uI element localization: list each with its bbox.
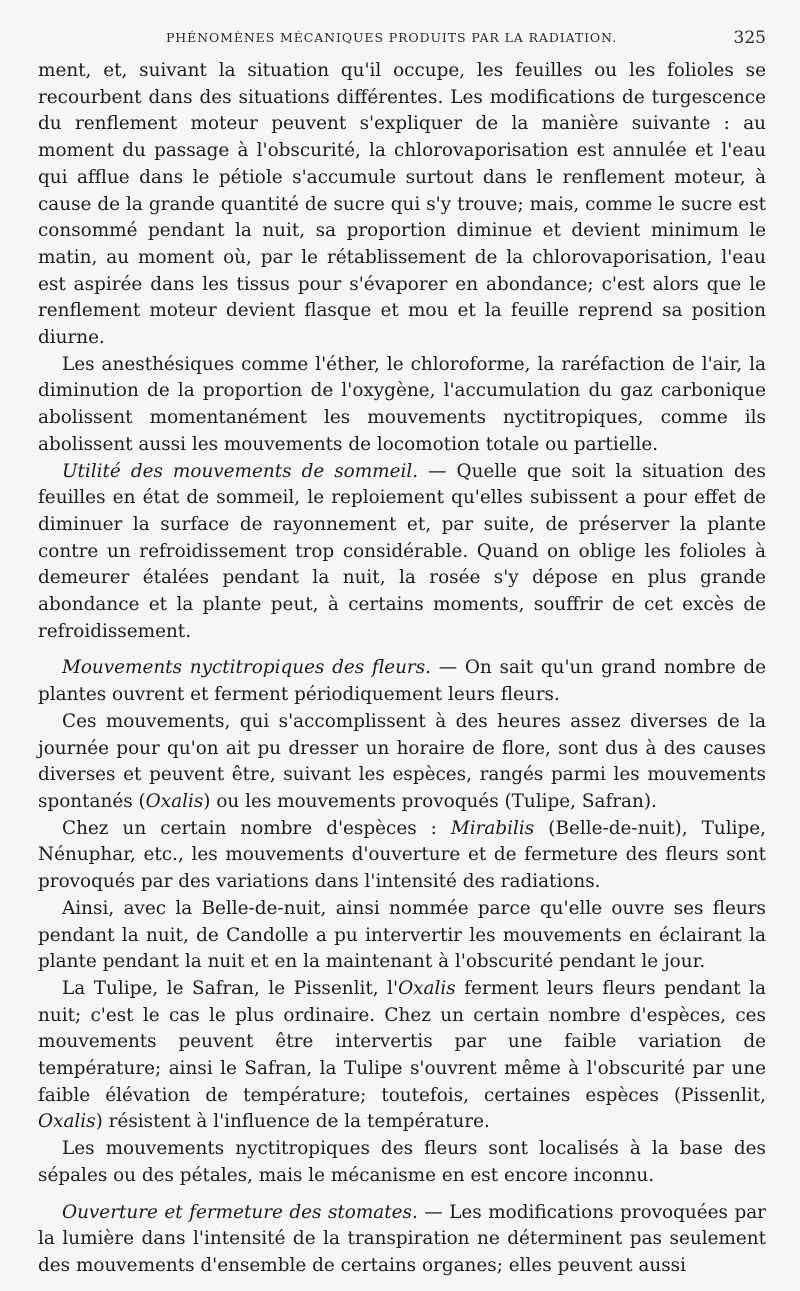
paragraph-text: ) résistent à l'influence de la température. xyxy=(95,1111,490,1133)
paragraph-temperature xyxy=(38,976,766,1136)
paragraph-flower-movements xyxy=(38,655,766,708)
paragraph-text: ) ou les mouvements provoqués (Tulipe, Safran). xyxy=(203,790,657,812)
section-heading: Mouvements nyctitropiques des fleurs. xyxy=(62,657,431,679)
paragraph-text: — Quelle que soit la situation des feuilles en état de sommeil, le reploiement qu'elles subissent a pour effet de diminuer la surface de rayonnement et, par suite, de préserver la plante contre un refroidissement trop considérable. Quand on oblige les folioles à demeurer étalées pendant la nuit, la rosée s'y dépose en plus grande abondance et la plante peut, à certains moments, souffrir de cet excès de refroidissement. xyxy=(38,460,766,642)
section-heading: Utilité des mouvements de sommeil. xyxy=(62,460,419,482)
species-name: Oxalis xyxy=(38,1111,96,1133)
paragraph-text: Les anesthésiques comme l'éther, le chloroforme, la raréfaction de l'air, la diminution de la proportion de l'oxygène, l'accumulation du gaz carbonique abolissent momentanément les mouvements nyctitropiques, comme ils abolissent aussi les mouvements de locomotion totale ou partielle. xyxy=(38,353,766,455)
paragraph-radiation-provoked xyxy=(38,816,766,896)
paragraph-text: La Tulipe, le Safran, le Pissenlit, l' xyxy=(62,977,399,999)
paragraph-localization xyxy=(38,1136,766,1189)
paragraph-continuation xyxy=(38,58,766,352)
paragraph-sleep-utility xyxy=(38,459,766,646)
species-name: Oxalis xyxy=(398,977,456,999)
paragraph-text: (Belle-de-nuit), Tulipe, Nénuphar, etc., les mouvements d'ouverture et de fermeture des fleurs sont provoqués par des variations dans l'intensité des radiations. xyxy=(38,817,766,893)
species-name: Mirabilis xyxy=(450,817,535,839)
paragraph-text: — On sait qu'un grand nombre de plantes ouvrent et ferment périodiquement leurs fleurs. xyxy=(38,657,766,706)
page-number: 325 xyxy=(733,28,766,48)
paragraph-flower-clock xyxy=(38,709,766,816)
paragraph-stomata xyxy=(38,1200,766,1280)
section-heading: Ouverture et fermeture des stomates. xyxy=(62,1201,418,1223)
running-title: PHÉNOMÈNES MÉCANIQUES PRODUITS PAR LA RADIATION. xyxy=(166,30,617,45)
paragraph-text: — Les modifications provoquées par la lumière dans l'intensité de la transpiration ne déterminent pas seulement des mouvements d'ensemble de certains organes; elles peuvent aussi xyxy=(38,1201,766,1276)
paragraph-text: ment, et, suivant la situation qu'il occupe, les feuilles ou les folioles se recourbent dans des situations différentes. Les modifications de turgescence du renflement moteur peuvent s'expliquer de la manière suivante : au moment du passage à l'obscurité, la chlorovaporisation est annulée et l'eau qui afflue dans le pétiole s'accumule surtout dans le renflement moteur, à cause de la grande quantité de sucre qui s'y trouve; mais, comme le sucre est consommé pendant la nuit, sa proportion diminue et devient minimum le matin, au moment où, par le rétablissement de la chlorovaporisation, l'eau est aspirée dans les tissus pour s'évaporer en abondance; c'est alors que le renflement moteur devient flasque et mou et la feuille reprend sa position diurne. xyxy=(38,60,766,349)
paragraph-text: Ces mouvements, qui s'accomplissent à des heures assez diverses de la journée pour qu'on ait pu dresser un horaire de flore, sont dus à des causes diverses et peuvent être, suivant les espèces, rangés parmi les mouvements spontanés ( xyxy=(38,710,766,812)
body-text xyxy=(38,58,766,1280)
paragraph-text: Ainsi, avec la Belle-de-nuit, ainsi nommée parce qu'elle ouvre ses fleurs pendant la nuit, de Candolle a pu intervertir les mouvements en éclairant la plante pendant la nuit et en la maintenant à l'obscurité pendant le jour. xyxy=(38,897,766,973)
paragraph-text: Chez un certain nombre d'espèces : xyxy=(62,817,451,839)
paragraph-belle-de-nuit xyxy=(38,896,766,976)
paragraph-anesthetics xyxy=(38,352,766,459)
species-name: Oxalis xyxy=(145,790,204,812)
paragraph-text: Les mouvements nyctitropiques des fleurs sont localisés à la base des sépales ou des pétales, mais le mécanisme en est encore inconnu. xyxy=(38,1138,766,1186)
paragraph-text: ferment leurs fleurs pendant la nuit; c'est le cas le plus ordinaire. Chez un certain nombre d'espèces, ces mouvements peuvent être intervertis par une faible variation de température; ainsi le Safran, la Tulipe s'ouvrent même à l'obscurité par une faible élévation de température; toutefois, certaines espèces (Pissenlit, xyxy=(38,977,766,1106)
running-head xyxy=(36,22,766,52)
